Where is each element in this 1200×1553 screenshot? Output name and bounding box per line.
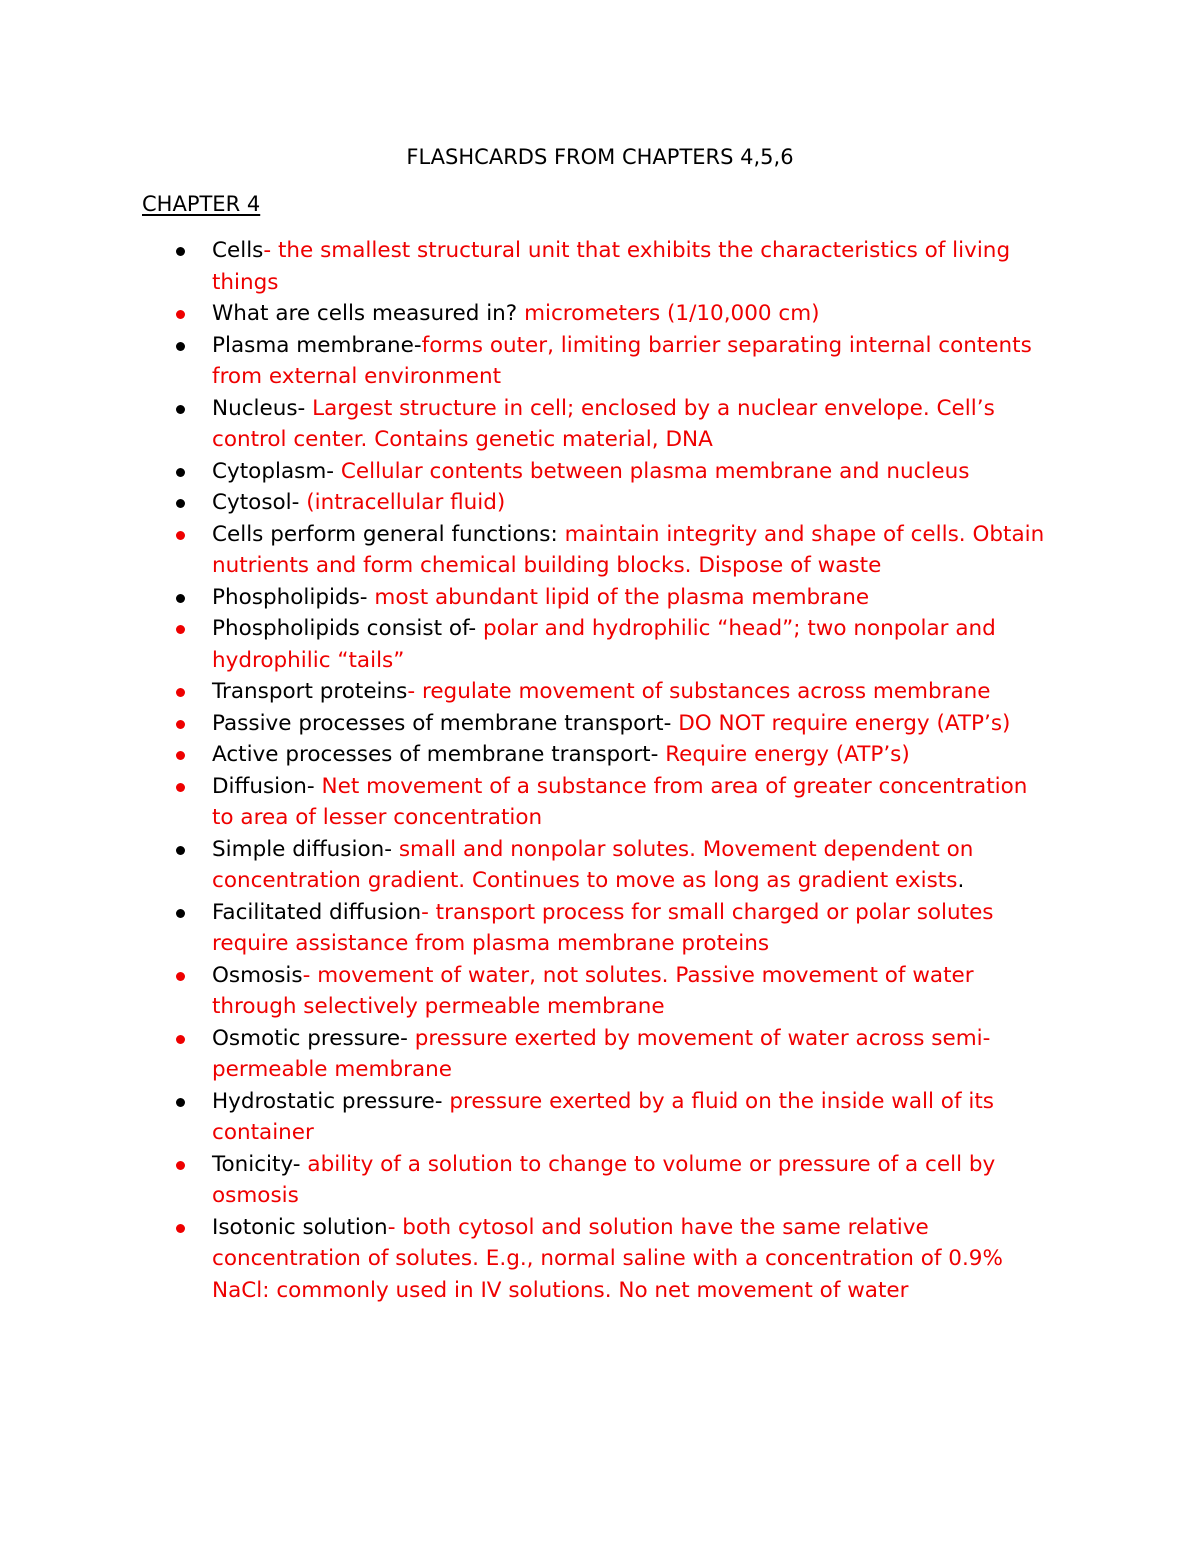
flashcard-item — [0, 1212, 1200, 1307]
bullet-icon — [176, 405, 185, 414]
flashcard-definition: - movement of water, not solutes. Passive movement of water through selectively permeable membrane — [212, 962, 974, 1019]
flashcard-term: Osmosis — [212, 962, 303, 988]
flashcard-definition: forms outer, limiting barrier separating internal contents from external environment — [212, 332, 1032, 389]
flashcard-item — [0, 582, 1200, 614]
flashcard-term: Cytoplasm- — [212, 458, 341, 484]
flashcard-term: Facilitated diffusion — [212, 899, 422, 925]
flashcard-term: Cells perform general functions: — [212, 521, 565, 547]
flashcard-definition: Net movement of a substance from area of greater concentration to area of lesser concentration — [212, 773, 1028, 830]
flashcard-term: Tonicity- — [212, 1151, 308, 1177]
bullet-icon — [176, 247, 185, 256]
flashcard-term: Hydrostatic pressure- — [212, 1088, 450, 1114]
flashcard-definition: pressure exerted by a fluid on the inside wall of its container — [212, 1088, 994, 1145]
flashcard-definition: (intracellular fluid) — [306, 490, 506, 515]
flashcard-suffix: . — [957, 868, 965, 893]
flashcard-item — [0, 613, 1200, 676]
bullet-icon — [176, 594, 185, 603]
flashcard-term: Nucleus- — [212, 395, 313, 421]
flashcard-item — [0, 1086, 1200, 1149]
flashcard-item — [0, 1023, 1200, 1086]
flashcard-definition: micrometers (1/10,000 cm) — [524, 301, 820, 326]
bullet-icon — [176, 720, 185, 729]
bullet-icon — [176, 688, 185, 697]
flashcard-item — [0, 456, 1200, 488]
flashcard-term: Passive processes of membrane transport- — [212, 710, 679, 736]
bullet-icon — [176, 625, 185, 634]
flashcard-term: Active processes of membrane transport- — [212, 742, 666, 767]
flashcard-definition: - the smallest structural unit that exhibits the characteristics of living things — [212, 238, 1011, 295]
flashcard-item — [0, 676, 1200, 708]
flashcard-definition: - regulate movement of substances across membrane — [407, 679, 991, 704]
bullet-icon — [176, 751, 185, 760]
flashcard-term: Cells — [212, 238, 264, 263]
flashcard-item — [0, 519, 1200, 582]
flashcard-item — [0, 298, 1200, 330]
flashcard-term: Osmotic pressure- — [212, 1025, 415, 1051]
flashcard-item — [0, 235, 1200, 298]
flashcard-item — [0, 739, 1200, 771]
flashcard-term: Phospholipids- — [212, 584, 375, 610]
flashcard-definition: small and nonpolar solutes. Movement dependent on concentration gradient. Continues to move as long as gradient exists — [212, 836, 974, 893]
flashcard-term: Cytosol- — [212, 490, 307, 515]
bullet-icon — [176, 1224, 185, 1233]
bullet-icon — [176, 783, 185, 792]
page-title: FLASHCARDS FROM CHAPTERS 4,5,6 — [406, 145, 794, 169]
bullet-icon — [176, 310, 185, 319]
flashcard-item — [0, 771, 1200, 834]
chapter-heading: CHAPTER 4 — [142, 192, 261, 216]
flashcard-item — [0, 487, 1200, 519]
flashcard-definition: most abundant lipid of the plasma membrane — [374, 584, 870, 610]
bullet-icon — [176, 972, 185, 981]
flashcard-list — [0, 235, 1200, 1306]
flashcard-item — [0, 960, 1200, 1023]
flashcard-definition: - transport process for small charged or polar solutes require assistance from plasma membrane proteins — [212, 899, 994, 956]
flashcard-definition: ability of a solution to change to volume or pressure of a cell by osmosis — [212, 1151, 996, 1208]
flashcard-item — [0, 330, 1200, 393]
flashcard-term: Transport proteins — [212, 679, 408, 704]
flashcard-item — [0, 708, 1200, 740]
flashcard-definition: DO NOT require energy (ATP’s) — [678, 710, 1011, 736]
flashcard-item — [0, 897, 1200, 960]
flashcard-term: Isotonic solution — [212, 1214, 388, 1240]
flashcard-item — [0, 393, 1200, 456]
bullet-icon — [176, 499, 185, 508]
flashcard-item — [0, 834, 1200, 897]
flashcard-definition: Require energy (ATP’s) — [665, 742, 910, 767]
flashcard-definition: Largest structure in cell; enclosed by a nuclear envelope. Cell’s control center. Contains genetic material, DNA — [212, 395, 995, 452]
bullet-icon — [176, 468, 185, 477]
bullet-icon — [176, 1098, 185, 1107]
flashcard-term: Plasma membrane- — [212, 332, 422, 358]
flashcard-definition: maintain integrity and shape of cells. Obtain nutrients and form chemical building blocks. Dispose of waste — [212, 521, 1045, 578]
flashcard-definition: Cellular contents between plasma membrane and nucleus — [340, 458, 970, 484]
flashcard-term: What are cells measured in? — [212, 301, 525, 326]
bullet-icon — [176, 342, 185, 351]
flashcard-definition: polar and hydrophilic “head”; two nonpolar and hydrophilic “tails” — [212, 616, 996, 673]
bullet-icon — [176, 846, 185, 855]
flashcard-term: Diffusion- — [212, 773, 322, 799]
bullet-icon — [176, 1035, 185, 1044]
bullet-icon — [176, 909, 185, 918]
flashcard-term: Phospholipids consist of- — [212, 616, 484, 641]
flashcard-definition: - both cytosol and solution have the same relative concentration of solutes. E.g., normal saline with a concentration of 0.9% NaCl: commonly used in IV solutions. No net movement of water — [212, 1214, 1003, 1303]
bullet-icon — [176, 1161, 185, 1170]
flashcard-item — [0, 1149, 1200, 1212]
flashcard-definition: pressure exerted by movement of water across semi-permeable membrane — [212, 1025, 991, 1082]
bullet-icon — [176, 531, 185, 540]
flashcard-term: Simple diffusion- — [212, 836, 399, 862]
